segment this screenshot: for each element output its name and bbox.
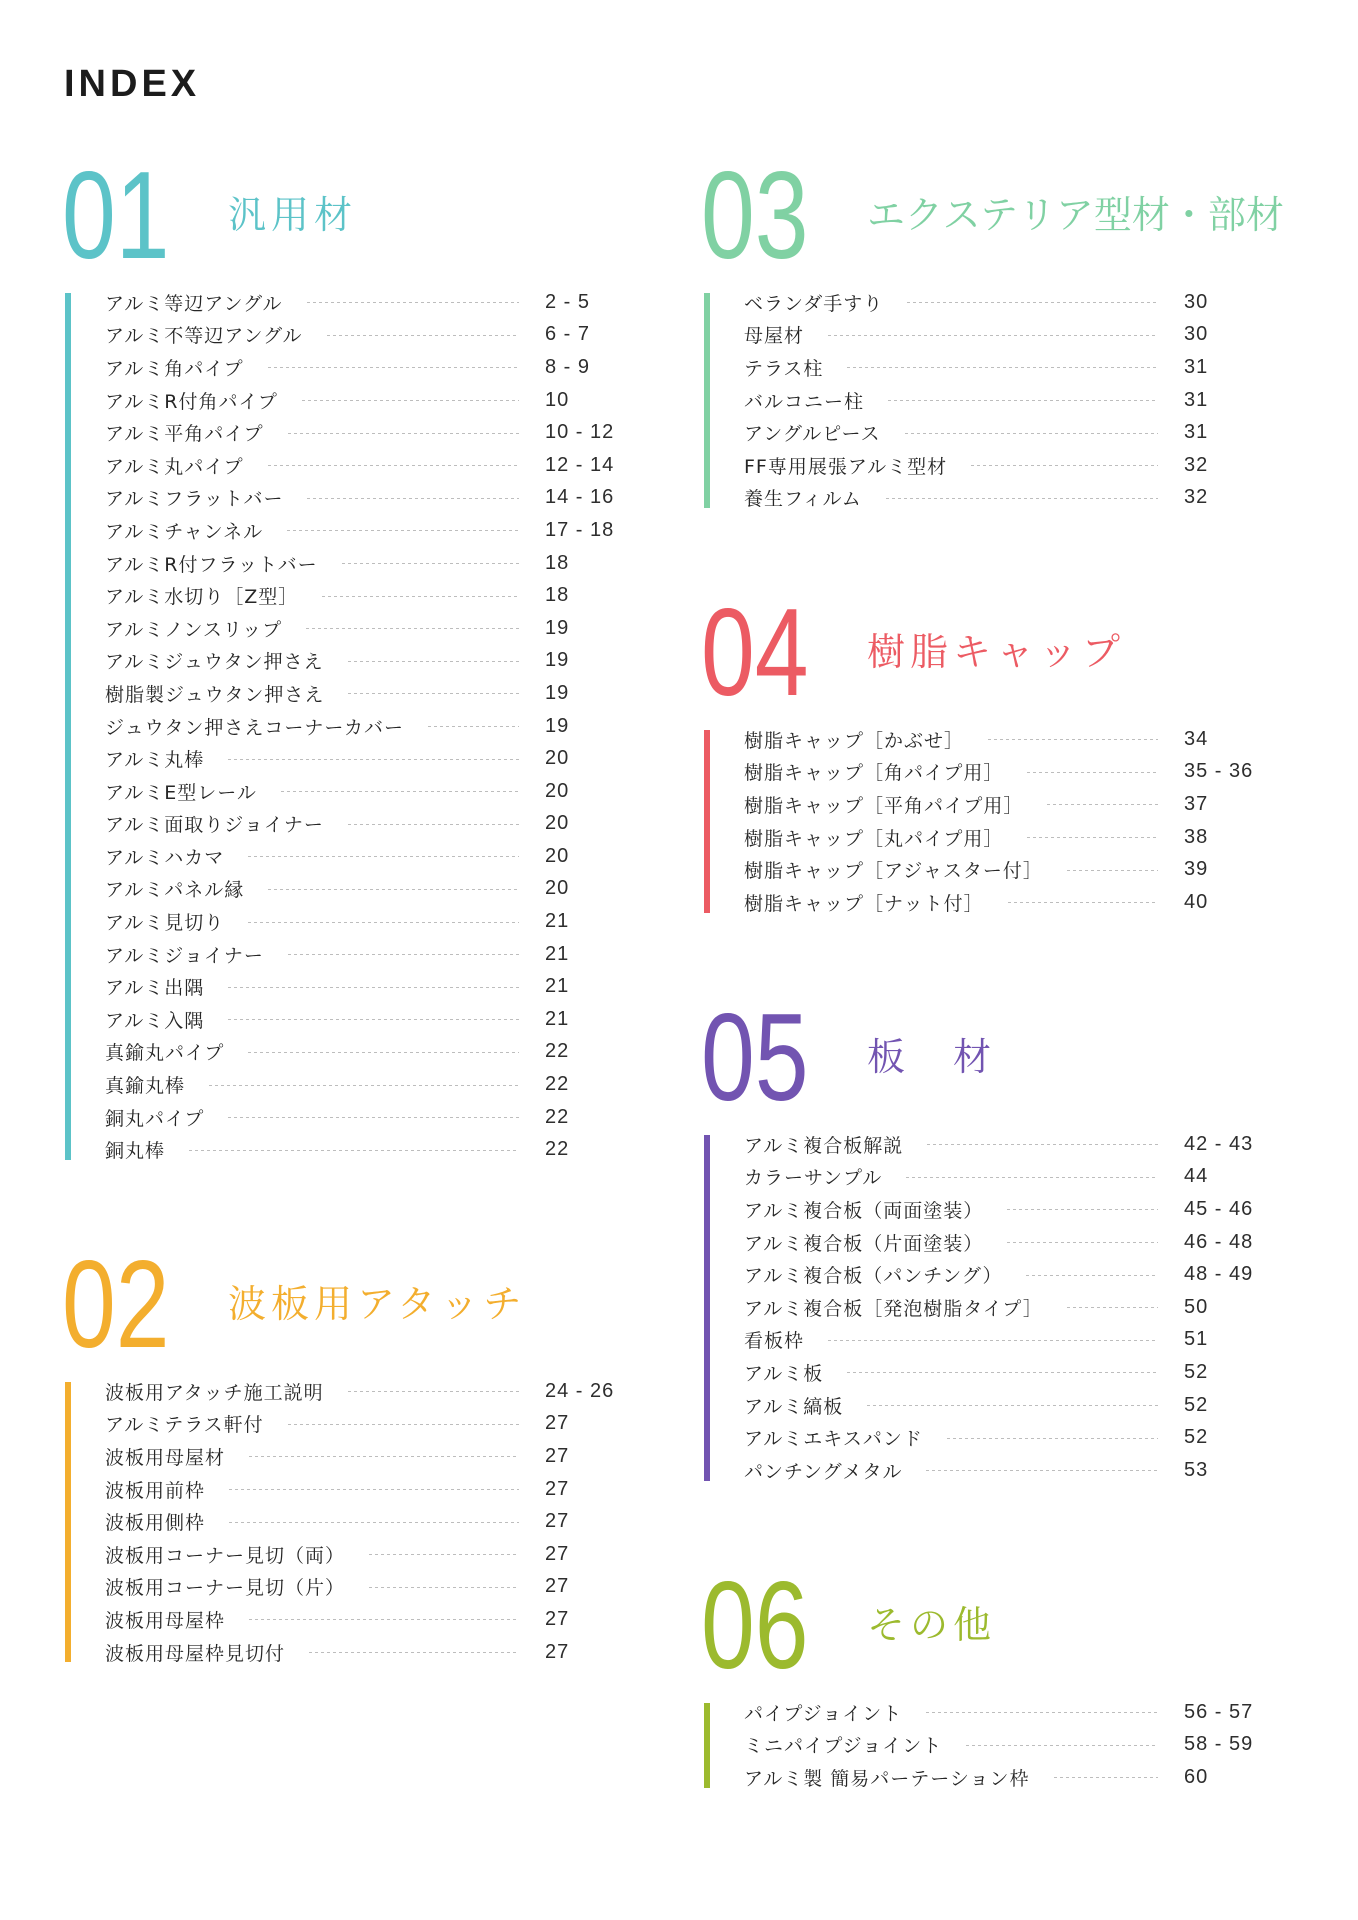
section-number: 01	[62, 147, 170, 285]
entry-page-numbers: 19	[545, 649, 570, 672]
entry-page-numbers: 14 - 16	[545, 486, 615, 509]
entry-label: ジュウタン押さえコーナーカバー	[105, 716, 405, 739]
dotted-leader	[209, 1085, 519, 1086]
index-entry	[105, 1068, 620, 1101]
dotted-leader	[228, 987, 519, 988]
dotted-leader	[988, 739, 1158, 740]
section-accent-bar	[704, 1703, 710, 1788]
index-entry	[744, 1258, 1259, 1291]
section-number: 05	[701, 989, 809, 1127]
entry-label: アルミ板	[744, 1362, 824, 1385]
entry-label: アルミ丸棒	[105, 749, 205, 772]
entry-label: アルミノンスリップ	[105, 618, 283, 641]
index-entry	[744, 1421, 1259, 1454]
dotted-leader	[847, 1372, 1158, 1373]
dotted-leader	[926, 1470, 1158, 1471]
entry-page-numbers: 30	[1184, 323, 1209, 346]
entry-page-numbers: 27	[545, 1444, 570, 1467]
index-entry	[744, 416, 1259, 449]
index-entry	[105, 416, 620, 449]
entry-label: アルミR付角パイプ	[105, 390, 278, 413]
dotted-leader	[348, 824, 519, 825]
entry-page-numbers: 19	[545, 681, 570, 704]
entry-page-numbers: 12 - 14	[545, 453, 615, 476]
entry-page-numbers: 32	[1184, 453, 1209, 476]
entry-page-numbers: 48 - 49	[1184, 1263, 1254, 1286]
entry-page-numbers: 2 - 5	[545, 290, 591, 313]
index-entry	[105, 514, 620, 547]
index-entry	[744, 723, 1259, 756]
entry-label: 波板用側枠	[105, 1512, 206, 1535]
entry-page-numbers: 53	[1184, 1458, 1209, 1481]
entry-label: アルミR付フラットバー	[105, 553, 318, 576]
dotted-leader	[828, 335, 1158, 336]
dotted-leader	[309, 1652, 519, 1653]
entry-page-numbers: 42 - 43	[1184, 1132, 1254, 1155]
entry-label: アルミハカマ	[105, 846, 225, 869]
entry-page-numbers: 22	[545, 1040, 570, 1063]
section-entry-list	[105, 1375, 620, 1668]
section-title: 板 材	[867, 1035, 997, 1079]
index-entry	[105, 384, 620, 417]
index-entry	[744, 788, 1259, 821]
entry-label: パンチングメタル	[744, 1460, 903, 1483]
section-title: その他	[867, 1603, 997, 1647]
entry-page-numbers: 45 - 46	[1184, 1197, 1254, 1220]
entry-page-numbers: 32	[1184, 486, 1209, 509]
entry-label: アルミ複合板（パンチング）	[744, 1265, 1003, 1288]
entry-label: アルミ出隅	[105, 977, 205, 1000]
index-entry	[105, 873, 620, 906]
index-entry	[105, 1538, 620, 1571]
entry-label: アルミ角パイプ	[105, 357, 244, 380]
index-entry	[744, 1389, 1259, 1422]
index-entry	[105, 1636, 620, 1669]
index-entry	[105, 351, 620, 384]
dotted-leader	[288, 1424, 519, 1425]
index-entry	[105, 579, 620, 612]
entry-page-numbers: 37	[1184, 792, 1209, 815]
dotted-leader	[288, 433, 519, 434]
index-entry	[744, 1729, 1259, 1762]
dotted-leader	[1026, 1275, 1158, 1276]
section-accent-bar	[65, 293, 71, 1160]
entry-page-numbers: 10 - 12	[545, 421, 615, 444]
section-number: 04	[701, 584, 809, 722]
index-entry	[105, 1101, 620, 1134]
index-entry	[105, 1133, 620, 1166]
entry-page-numbers: 22	[545, 1138, 570, 1161]
dotted-leader	[886, 498, 1158, 499]
entry-page-numbers: 60	[1184, 1765, 1209, 1788]
entry-page-numbers: 19	[545, 616, 570, 639]
entry-page-numbers: 17 - 18	[545, 518, 615, 541]
index-entry	[744, 1324, 1259, 1357]
entry-label: 銅丸棒	[105, 1140, 166, 1163]
dotted-leader	[288, 954, 519, 955]
dotted-leader	[281, 791, 519, 792]
index-entry	[744, 319, 1259, 352]
dotted-leader	[369, 1587, 519, 1588]
dotted-leader	[927, 1144, 1158, 1145]
entry-page-numbers: 44	[1184, 1165, 1209, 1188]
index-entry	[744, 384, 1259, 417]
entry-page-numbers: 34	[1184, 727, 1209, 750]
entry-page-numbers: 21	[545, 942, 570, 965]
entry-page-numbers: 27	[545, 1640, 570, 1663]
index-entry	[105, 775, 620, 808]
dotted-leader	[966, 1745, 1158, 1746]
entry-label: アルミ不等辺アングル	[105, 325, 303, 348]
dotted-leader	[905, 433, 1158, 434]
section-title: 波板用アタッチ	[228, 1282, 527, 1326]
entry-label: アルミ複合板［発泡樹脂タイプ］	[744, 1297, 1043, 1320]
entry-page-numbers: 50	[1184, 1295, 1209, 1318]
entry-label: 養生フィルム	[744, 488, 862, 511]
dotted-leader	[847, 367, 1158, 368]
entry-page-numbers: 24 - 26	[545, 1379, 615, 1402]
entry-page-numbers: 52	[1184, 1360, 1209, 1383]
entry-page-numbers: 31	[1184, 355, 1209, 378]
entry-page-numbers: 40	[1184, 890, 1209, 913]
dotted-leader	[369, 1554, 519, 1555]
entry-page-numbers: 39	[1184, 858, 1209, 881]
dotted-leader	[1007, 1209, 1158, 1210]
entry-label: アルミ見切り	[105, 912, 225, 935]
dotted-leader	[249, 1619, 519, 1620]
entry-label: 波板用コーナー見切（片）	[105, 1577, 346, 1600]
entry-page-numbers: 20	[545, 844, 570, 867]
dotted-leader	[306, 628, 519, 629]
entry-label: アルミE型レール	[105, 781, 257, 804]
index-entry	[105, 1571, 620, 1604]
entry-label: 樹脂キャップ［平角パイプ用］	[744, 794, 1024, 817]
entry-label: アルミジョイナー	[105, 944, 264, 967]
entry-label: カラーサンプル	[744, 1167, 883, 1190]
dotted-leader	[322, 596, 519, 597]
entry-label: アルミ平角パイプ	[105, 423, 264, 446]
entry-label: バルコニー柱	[744, 390, 865, 413]
index-entry	[105, 970, 620, 1003]
entry-page-numbers: 22	[545, 1105, 570, 1128]
entry-label: 樹脂キャップ［かぶせ］	[744, 729, 965, 752]
entry-label: アルミ複合板解説	[744, 1134, 904, 1157]
entry-label: ベランダ手すり	[744, 292, 884, 315]
entry-page-numbers: 6 - 7	[545, 323, 591, 346]
entry-label: 樹脂キャップ［丸パイプ用］	[744, 827, 1004, 850]
dotted-leader	[1067, 1307, 1158, 1308]
entry-label: 波板用コーナー見切（両）	[105, 1544, 346, 1567]
entry-label: ミニパイプジョイント	[744, 1735, 943, 1758]
entry-page-numbers: 27	[545, 1510, 570, 1533]
dotted-leader	[926, 1712, 1158, 1713]
section-entry-list	[744, 286, 1259, 514]
index-entry	[105, 938, 620, 971]
dotted-leader	[907, 302, 1158, 303]
index-entry	[105, 482, 620, 515]
index-entry	[744, 853, 1259, 886]
entry-label: 樹脂キャップ［角パイプ用］	[744, 762, 1004, 785]
dotted-leader	[248, 922, 519, 923]
dotted-leader	[888, 400, 1158, 401]
section-accent-bar	[704, 730, 710, 913]
section-entry-list	[744, 1696, 1259, 1794]
entry-page-numbers: 8 - 9	[545, 355, 591, 378]
entry-label: 真鍮丸棒	[105, 1075, 186, 1098]
entry-label: 看板枠	[744, 1330, 805, 1353]
section-04	[701, 584, 1301, 915]
entry-label: 波板用アタッチ施工説明	[105, 1381, 324, 1404]
entry-label: アングルピース	[744, 423, 881, 446]
entry-label: アルミ製 簡易パーテーション枠	[744, 1767, 1030, 1790]
section-accent-bar	[65, 1382, 71, 1662]
dotted-leader	[348, 661, 519, 662]
entry-page-numbers: 30	[1184, 290, 1209, 313]
dotted-leader	[249, 1456, 519, 1457]
entry-page-numbers: 27	[545, 1477, 570, 1500]
entry-page-numbers: 27	[545, 1607, 570, 1630]
section-entry-list	[744, 1128, 1259, 1487]
entry-page-numbers: 21	[545, 1007, 570, 1030]
entry-label: アルミ複合板（両面塗装）	[744, 1199, 984, 1222]
index-entry	[105, 319, 620, 352]
dotted-leader	[248, 856, 519, 857]
section-accent-bar	[704, 293, 710, 508]
section-06	[701, 1557, 1301, 1790]
entry-label: 波板用母屋枠	[105, 1609, 226, 1632]
entry-page-numbers: 27	[545, 1575, 570, 1598]
entry-label: 樹脂製ジュウタン押さえ	[105, 683, 325, 706]
dotted-leader	[1027, 772, 1158, 773]
section-title: 樹脂キャップ	[867, 630, 1126, 674]
dotted-leader	[906, 1177, 1158, 1178]
dotted-leader	[971, 465, 1158, 466]
section-05	[701, 989, 1301, 1483]
entry-label: アルミテラス軒付	[105, 1414, 264, 1437]
entry-label: 真鍮丸パイプ	[105, 1042, 225, 1065]
entry-label: アルミジュウタン押さえ	[105, 651, 324, 674]
section-number: 02	[62, 1236, 170, 1374]
entry-label: 樹脂キャップ［ナット付］	[744, 892, 984, 915]
dotted-leader	[867, 1405, 1158, 1406]
entry-label: アルミ面取りジョイナー	[105, 814, 324, 837]
dotted-leader	[228, 1019, 519, 1020]
index-heading: INDEX	[64, 63, 201, 105]
dotted-leader	[1008, 902, 1158, 903]
entry-page-numbers: 20	[545, 779, 570, 802]
section-number: 03	[701, 147, 809, 285]
index-entry	[744, 449, 1259, 482]
entry-label: パイプジョイント	[744, 1702, 903, 1725]
dotted-leader	[229, 1489, 519, 1490]
entry-page-numbers: 19	[545, 714, 570, 737]
index-entry	[105, 1505, 620, 1538]
dotted-leader	[828, 1340, 1158, 1341]
entry-label: アルミチャンネル	[105, 520, 264, 543]
index-entry	[744, 821, 1259, 854]
section-entry-list	[744, 723, 1259, 919]
entry-page-numbers: 58 - 59	[1184, 1733, 1254, 1756]
entry-label: 波板用前枠	[105, 1479, 206, 1502]
index-entry	[105, 1003, 620, 1036]
index-entry	[744, 1696, 1259, 1729]
entry-label: アルミ水切り［Z型］	[105, 586, 299, 609]
index-entry	[105, 449, 620, 482]
dotted-leader	[1027, 837, 1158, 838]
dotted-leader	[228, 759, 519, 760]
dotted-leader	[307, 498, 519, 499]
index-entry	[105, 1603, 620, 1636]
section-accent-bar	[704, 1135, 710, 1481]
entry-page-numbers: 46 - 48	[1184, 1230, 1254, 1253]
index-entry	[105, 808, 620, 841]
index-entry	[744, 1761, 1259, 1794]
index-entry	[105, 1375, 620, 1408]
entry-page-numbers: 35 - 36	[1184, 760, 1254, 783]
section-02	[62, 1236, 662, 1665]
index-entry	[105, 1408, 620, 1441]
index-entry	[744, 1226, 1259, 1259]
index-entry	[105, 840, 620, 873]
entry-label: 波板用母屋枠見切付	[105, 1642, 286, 1665]
entry-page-numbers: 21	[545, 975, 570, 998]
dotted-leader	[348, 693, 519, 694]
index-entry	[744, 1356, 1259, 1389]
entry-page-numbers: 51	[1184, 1328, 1209, 1351]
entry-page-numbers: 31	[1184, 388, 1209, 411]
index-entry	[105, 1473, 620, 1506]
dotted-leader	[428, 726, 519, 727]
index-entry	[105, 905, 620, 938]
index-entry	[744, 286, 1259, 319]
dotted-leader	[327, 335, 519, 336]
entry-label: アルミ等辺アングル	[105, 292, 283, 315]
entry-label: アルミ縞板	[744, 1395, 844, 1418]
entry-label: FF専用展張アルミ型材	[744, 455, 948, 478]
dotted-leader	[302, 400, 519, 401]
entry-page-numbers: 31	[1184, 421, 1209, 444]
dotted-leader	[268, 889, 519, 890]
dotted-leader	[268, 367, 519, 368]
entry-page-numbers: 10	[545, 388, 570, 411]
dotted-leader	[229, 1522, 519, 1523]
entry-label: 樹脂キャップ［アジャスター付］	[744, 860, 1043, 883]
entry-page-numbers: 18	[545, 584, 570, 607]
dotted-leader	[228, 1117, 519, 1118]
dotted-leader	[1007, 1242, 1158, 1243]
index-entry	[744, 756, 1259, 789]
section-number: 06	[701, 1557, 809, 1695]
entry-page-numbers: 38	[1184, 825, 1209, 848]
section-entry-list	[105, 286, 620, 1166]
entry-label: アルミ入隅	[105, 1009, 205, 1032]
entry-page-numbers: 52	[1184, 1393, 1209, 1416]
index-entry	[744, 1161, 1259, 1194]
index-entry	[105, 742, 620, 775]
index-entry	[105, 677, 620, 710]
dotted-leader	[287, 530, 519, 531]
entry-label: 波板用母屋材	[105, 1446, 226, 1469]
index-entry	[105, 1036, 620, 1069]
entry-page-numbers: 20	[545, 747, 570, 770]
entry-label: アルミ丸パイプ	[105, 455, 244, 478]
index-entry	[744, 351, 1259, 384]
entry-page-numbers: 52	[1184, 1426, 1209, 1449]
dotted-leader	[1067, 870, 1158, 871]
section-title: エクステリア型材・部材	[867, 193, 1284, 237]
index-entry	[105, 710, 620, 743]
index-entry	[744, 1193, 1259, 1226]
section-03	[701, 147, 1301, 511]
index-entry	[105, 1440, 620, 1473]
index-entry	[744, 1128, 1259, 1161]
entry-page-numbers: 56 - 57	[1184, 1700, 1254, 1723]
entry-page-numbers: 27	[545, 1542, 570, 1565]
index-entry	[744, 1454, 1259, 1487]
index-entry	[744, 482, 1259, 515]
index-entry	[105, 286, 620, 319]
index-entry	[105, 645, 620, 678]
dotted-leader	[348, 1391, 519, 1392]
entry-label: アルミエキスパンド	[744, 1428, 923, 1451]
entry-page-numbers: 21	[545, 910, 570, 933]
entry-label: 銅丸パイプ	[105, 1107, 205, 1130]
section-01	[62, 147, 662, 1163]
entry-label: テラス柱	[744, 357, 824, 380]
dotted-leader	[947, 1438, 1158, 1439]
dotted-leader	[342, 563, 519, 564]
dotted-leader	[307, 302, 519, 303]
entry-page-numbers: 20	[545, 812, 570, 835]
index-entry	[105, 547, 620, 580]
entry-label: 母屋材	[744, 325, 805, 348]
dotted-leader	[1047, 804, 1158, 805]
dotted-leader	[1054, 1777, 1158, 1778]
entry-page-numbers: 27	[545, 1412, 570, 1435]
dotted-leader	[189, 1150, 519, 1151]
entry-page-numbers: 20	[545, 877, 570, 900]
index-entry	[744, 1291, 1259, 1324]
section-title: 汎用材	[228, 193, 358, 237]
entry-label: アルミフラットバー	[105, 488, 284, 511]
entry-label: アルミ複合板（片面塗装）	[744, 1232, 984, 1255]
index-entry	[105, 612, 620, 645]
index-entry	[744, 886, 1259, 919]
entry-page-numbers: 22	[545, 1073, 570, 1096]
dotted-leader	[248, 1052, 519, 1053]
dotted-leader	[268, 465, 519, 466]
entry-page-numbers: 18	[545, 551, 570, 574]
entry-label: アルミパネル縁	[105, 879, 245, 902]
